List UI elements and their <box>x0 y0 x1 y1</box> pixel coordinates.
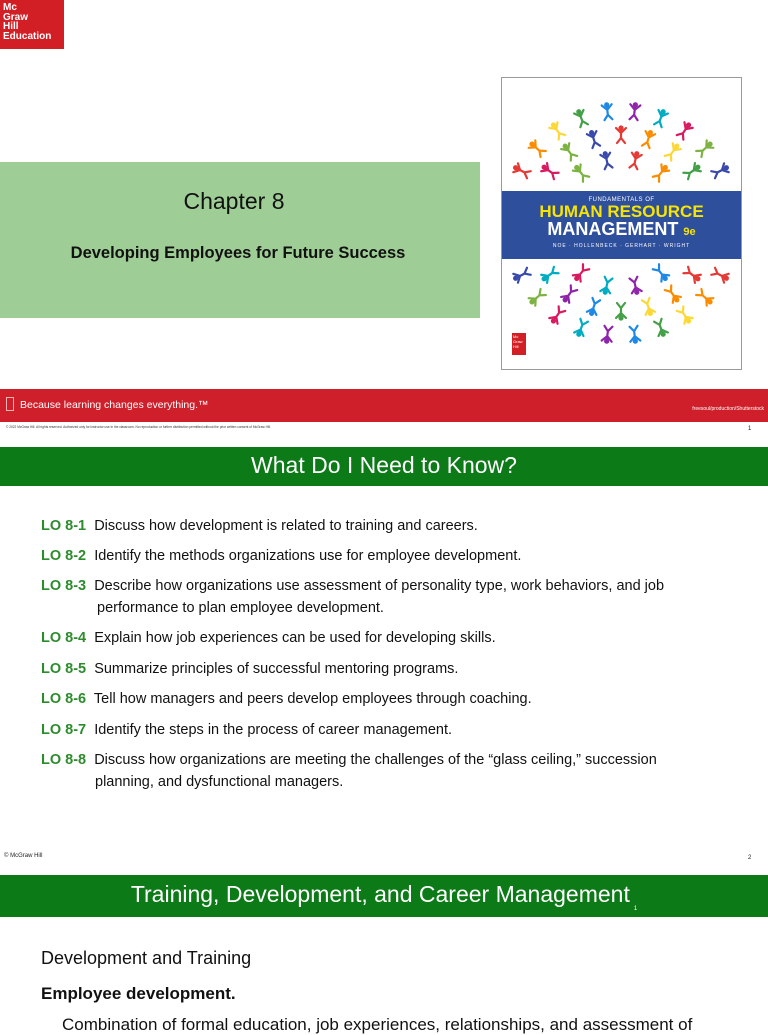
cover-figure <box>676 306 694 326</box>
section-heading: Development and Training <box>41 948 252 968</box>
cover-title-band <box>502 191 741 259</box>
slide2-footer-copyright: © McGraw Hill <box>4 853 43 859</box>
book-cover <box>501 77 742 370</box>
title-box <box>0 162 480 318</box>
cover-figure <box>539 162 559 180</box>
image-credit: freesoul/production/Shutterstock <box>692 406 764 412</box>
list-item <box>41 575 741 619</box>
slide2-heading: What Do I Need to Know? <box>251 452 517 478</box>
cover-title-line2 <box>502 220 741 241</box>
definition-text: Combination of formal education, job experiences, relationships, and assessment of <box>62 1015 693 1034</box>
cover-figure <box>711 162 731 179</box>
cover-figure <box>601 326 613 345</box>
cover-figure <box>664 285 682 305</box>
list-item <box>41 545 741 567</box>
tagline-mark-icon <box>6 397 14 411</box>
cover-figure <box>539 266 559 284</box>
lo-code: LO 8-4 <box>41 630 87 646</box>
list-item <box>41 749 741 793</box>
logo-line: Graw <box>3 11 29 23</box>
cover-figure <box>601 102 613 121</box>
lo-text-continued: performance to plan employee development. <box>97 600 384 616</box>
list-item <box>41 688 741 710</box>
cover-figure <box>683 162 703 180</box>
page-number: 1 <box>748 426 752 432</box>
lo-code: LO 8-8 <box>41 752 87 768</box>
cover-figure <box>652 162 671 182</box>
cover-figure <box>511 267 531 284</box>
cover-figure <box>560 285 578 305</box>
cover-title-line1: HUMAN RESOURCE <box>539 202 704 221</box>
page-number: 2 <box>748 855 752 861</box>
cover-figure <box>616 125 626 143</box>
logo-line: Hill <box>3 21 19 32</box>
cover-figure <box>629 276 643 295</box>
cover-figure <box>664 141 682 161</box>
cover-figure <box>560 141 578 161</box>
lo-code: LO 8-1 <box>41 518 87 534</box>
list-item <box>41 627 741 649</box>
lo-text: Describe how organizations use assessment of personality type, work behaviors, and job <box>94 578 665 594</box>
cover-figure <box>652 264 671 284</box>
cover-authors: NOE · HOLLENBECK · GERHART · WRIGHT <box>552 243 691 249</box>
lo-code: LO 8-5 <box>41 661 87 677</box>
lo-text: Identify the steps in the process of career management. <box>94 722 453 738</box>
cover-figure <box>676 120 694 140</box>
cover-figure <box>653 108 669 128</box>
cover-figure <box>600 150 614 169</box>
mcgraw-hill-logo <box>0 0 64 49</box>
cover-logo-line: Mc <box>513 334 519 339</box>
cover-edition: 9e <box>683 226 696 238</box>
cover-figure <box>600 276 614 295</box>
cover-figure <box>573 318 589 338</box>
cover-figure <box>586 129 601 149</box>
cover-figure <box>683 266 703 284</box>
logo-line: Mc <box>3 2 17 13</box>
cover-logo-line: Graw <box>513 339 523 344</box>
cover-figure <box>641 298 656 318</box>
slide3-heading <box>0 881 768 912</box>
cover-publisher-logo <box>512 333 526 355</box>
cover-figure <box>695 139 715 158</box>
term-heading: Employee development. <box>41 984 236 1003</box>
slide3-heading-sup: 1 <box>633 906 638 912</box>
cover-figure <box>571 264 590 284</box>
copyright-notice: © 2022 McGraw Hill. All rights reserved. Authorized only for instructor use in the classroom. No reproduction or further distribution permitted without the prior written consent of McGraw Hill. <box>6 425 271 429</box>
lo-text-continued: planning, and dysfunctional managers. <box>95 774 344 790</box>
cover-figure <box>629 326 641 345</box>
cover-figure <box>573 108 589 128</box>
cover-figure <box>629 150 643 169</box>
lo-code: LO 8-7 <box>41 722 87 738</box>
cover-figure <box>548 120 566 140</box>
lo-text: Identify the methods organizations use for employee development. <box>94 548 522 564</box>
chapter-subtitle: Developing Employees for Future Success <box>70 244 406 262</box>
lo-code: LO 8-6 <box>41 691 87 707</box>
cover-title-line2-text: MANAGEMENT <box>547 219 679 239</box>
logo-line: Education <box>3 30 52 42</box>
lo-text: Discuss how development is related to training and careers. <box>94 518 478 534</box>
cover-small-title: FUNDAMENTALS OF <box>588 197 655 203</box>
list-item <box>41 658 741 680</box>
cover-figure <box>548 306 566 326</box>
cover-figure <box>695 288 715 307</box>
lo-text: Summarize principles of successful mentoring programs. <box>94 661 459 677</box>
cover-figure <box>527 288 547 307</box>
cover-figure <box>571 162 590 182</box>
lo-code: LO 8-3 <box>41 578 87 594</box>
lo-text: Tell how managers and peers develop employees through coaching. <box>93 691 532 707</box>
chapter-title: Chapter 8 <box>183 188 285 214</box>
cover-figure <box>653 318 669 338</box>
tagline: Because learning changes everything.™ <box>20 399 209 411</box>
cover-figure <box>711 267 731 284</box>
list-item <box>41 515 741 537</box>
cover-figure <box>586 298 601 318</box>
cover-figure <box>511 162 531 179</box>
list-item <box>41 719 741 741</box>
cover-logo-line: Hill <box>513 344 519 349</box>
cover-figure <box>527 139 547 158</box>
cover-figure <box>616 303 626 321</box>
cover-figure <box>629 102 641 121</box>
lo-text: Explain how job experiences can be used for developing skills. <box>94 630 496 646</box>
cover-figure <box>641 129 656 149</box>
lo-text: Discuss how organizations are meeting the challenges of the “glass ceiling,” succession <box>94 752 657 768</box>
slide3-heading-text: Training, Development, and Career Management <box>130 881 630 907</box>
lo-code: LO 8-2 <box>41 548 87 564</box>
